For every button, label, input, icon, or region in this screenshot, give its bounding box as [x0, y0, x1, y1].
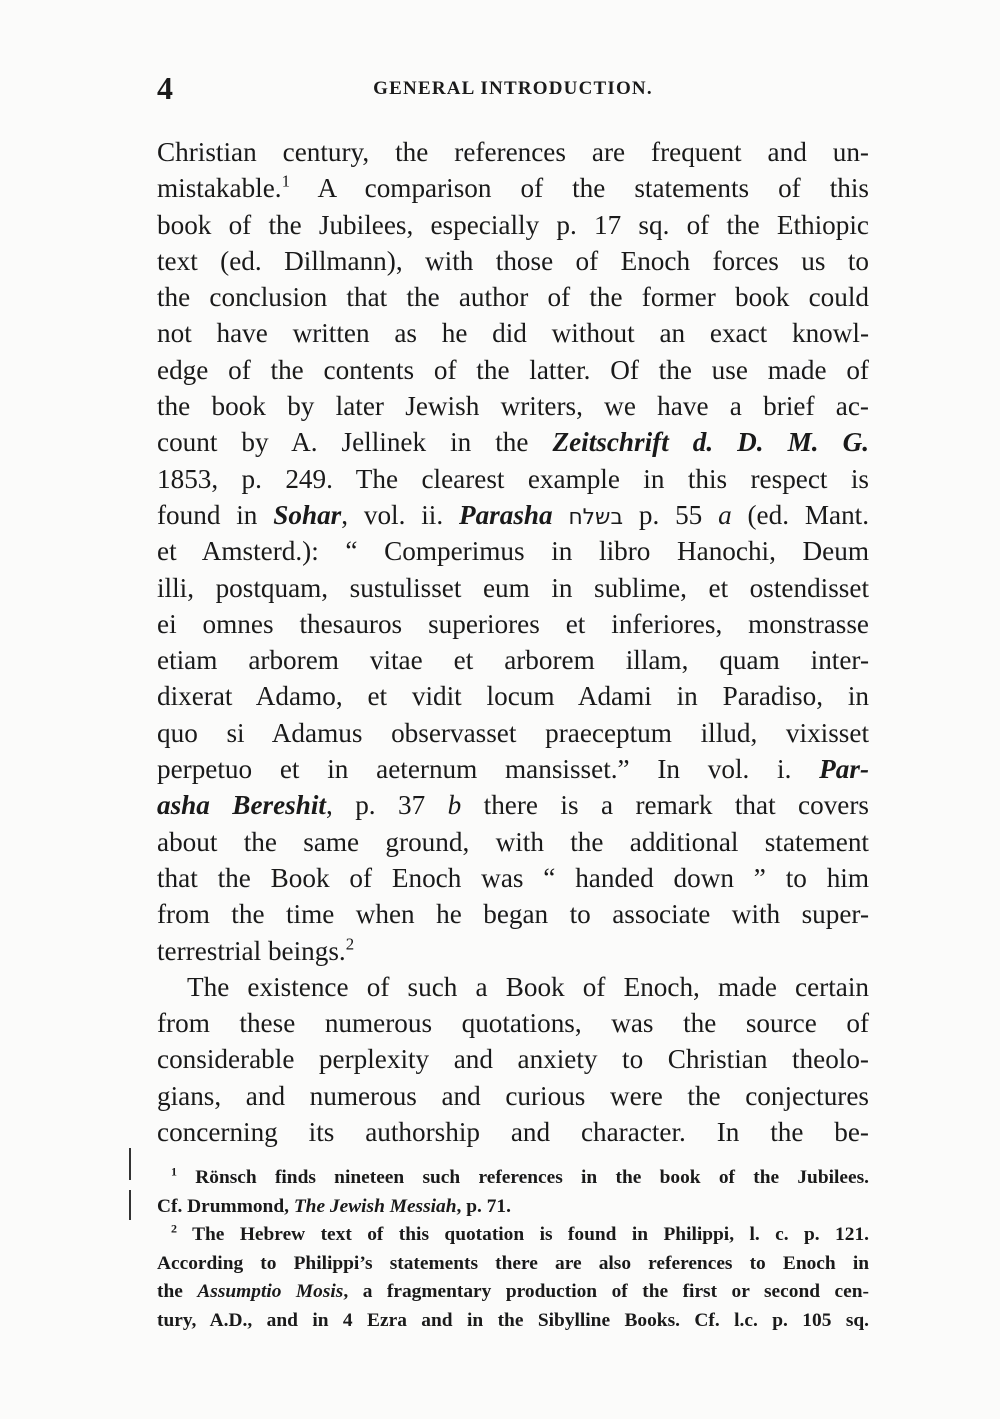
text-line: Christian century, the references are frequent and un- [157, 137, 869, 167]
page-header [157, 68, 869, 108]
footnote-ref: 1 [281, 171, 291, 191]
footnote-2-cont: tury, A.D., and in 4 Ezra and in the Sibylline Books. Cf. l.c. p. 105 sq. [157, 1309, 869, 1331]
text-line: count by A. Jellinek in the Zeitschrift d. D. M. G. [157, 427, 869, 458]
text-line: from these numerous quotations, was the source of [157, 1008, 869, 1039]
hebrew-word: בשלח [568, 504, 624, 530]
book-title-assumptio: Assumptio Mosis [197, 1281, 344, 1302]
text-line: etiam arborem vitae et arborem illam, quam inter- [157, 645, 869, 676]
footnote-ref: 2 [345, 934, 355, 954]
text-line: quo si Adamus observasset praeceptum illud, vixisset [157, 717, 869, 748]
book-title-jewish-messiah: The Jewish Messiah [293, 1195, 457, 1217]
text-line: 1853, p. 249. The clearest example in this respect is [157, 463, 869, 494]
footnote-2-cont: According to Philippi’s statements there are also references to Enoch in [157, 1252, 869, 1274]
footnotes [157, 1164, 869, 1335]
parasha-title: Parasha [458, 499, 553, 530]
page-number: 4 [157, 70, 173, 106]
text-line: the book by later Jewish writers, we have a brief ac- [157, 391, 869, 422]
text-line: not have written as he did without an exact knowl- [157, 318, 869, 349]
text-line: asha Bereshit, p. 37 b there is a remark that covers [157, 790, 870, 821]
text-line: from the time when he began to associate with super- [157, 899, 869, 930]
text-line: mistakable.$^1$ A comparison of the statements of this [157, 171, 869, 204]
margin-mark [129, 1190, 131, 1220]
book-title-sohar: Sohar [273, 499, 342, 530]
text-line: the conclusion that the author of the former book could [157, 282, 869, 313]
text-line: that the Book of Enoch was “ handed down ” to him [157, 862, 869, 893]
main-text [157, 134, 869, 1150]
journal-title: Zeitschrift d. D. M. G. [552, 427, 869, 458]
text-line: about the same ground, with the additional statement [157, 826, 869, 857]
text-line: ei omnes thesauros superiores et inferiores, monstrasse [157, 608, 869, 639]
text-line: text (ed. Dillmann), with those of Enoch forces us to [157, 245, 869, 276]
text-line: illi, postquam, sustulisset eum in sublime, et ostendisset [157, 572, 869, 603]
text-line: considerable perplexity and anxiety to Christian theolo- [157, 1044, 869, 1075]
text-line: gians, and numerous and curious were the conjectures [157, 1080, 869, 1111]
text-line: dixerat Adamo, et vidit locum Adami in Paradiso, in [157, 681, 869, 712]
running-title: GENERAL INTRODUCTION. [373, 78, 653, 99]
footnote-2-cont: the Assumptio Mosis, a fragmentary production of the first or second cen- [157, 1281, 869, 1302]
text-line: terrestrial beings.$^2$ [157, 934, 355, 966]
text-line: perpetuo et in aeternum mansisset.” In vol. i. Par- [157, 754, 869, 785]
paragraph-start: The existence of such a Book of Enoch, made certain [187, 971, 869, 1002]
text-line: book of the Jubilees, especially p. 17 sq. of the Ethiopic [157, 209, 869, 240]
footnote-1-cont: Cf. Drummond, The Jewish Messiah, p. 71. [157, 1195, 511, 1217]
text-line: found in Sohar, vol. ii. Parasha בשלח p. 55 a (ed. Mant. [157, 499, 870, 530]
text-line: edge of the contents of the latter. Of the use made of [157, 354, 869, 385]
text-line: et Amsterd.): “ Comperimus in libro Hanochi, Deum [157, 536, 869, 567]
parasha-bereshit: asha Bereshit [157, 790, 326, 821]
text-line: concerning its authorship and character. In the be- [157, 1117, 869, 1148]
margin-mark [129, 1148, 131, 1180]
footnote-1: $^1$ Rönsch finds nineteen such references in the book of the Jubilees. [171, 1164, 869, 1188]
footnote-2: $^2$ The Hebrew text of this quotation is found in Philippi, l. c. p. 121. [171, 1221, 869, 1245]
